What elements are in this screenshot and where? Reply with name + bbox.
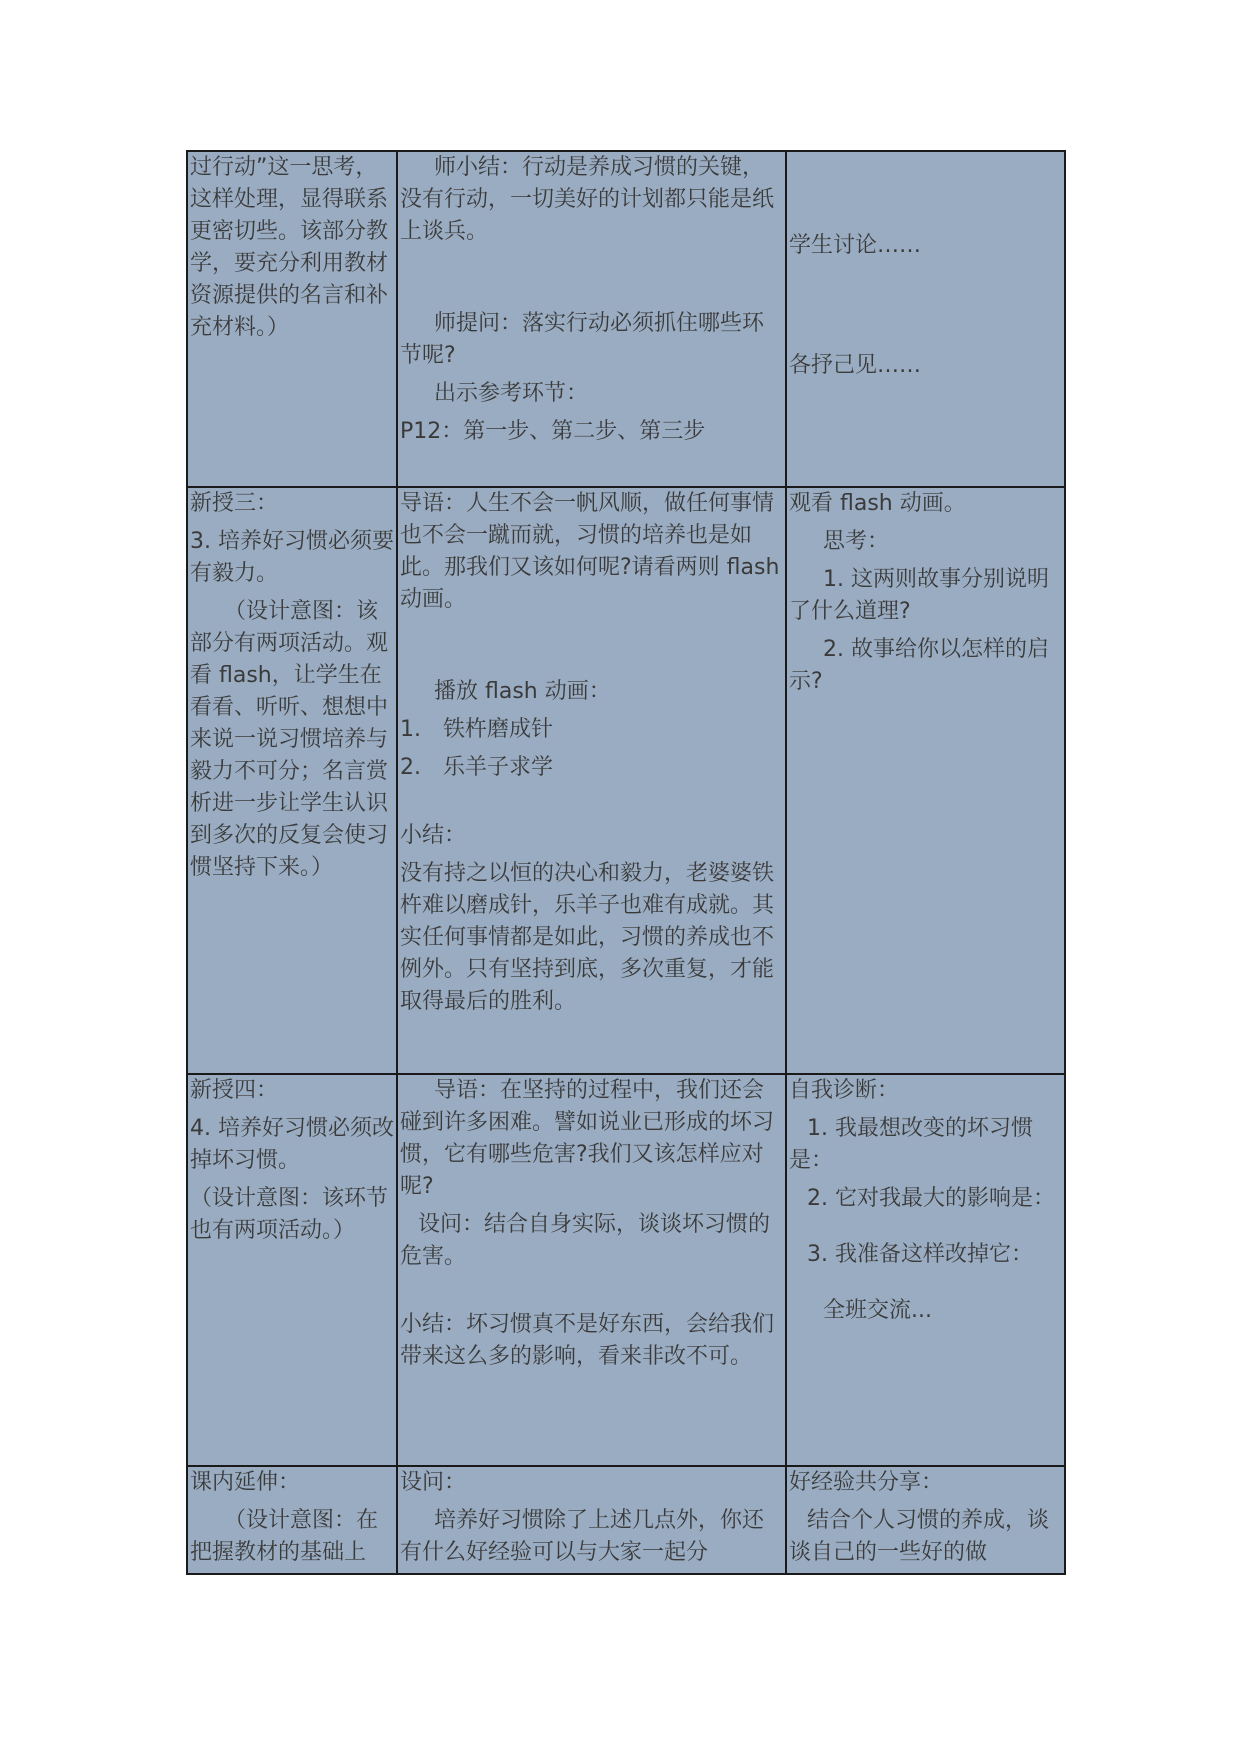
teacher-activity-cell [397,1074,786,1466]
summary-text: 没有持之以恒的决心和毅力，老婆婆铁杵难以磨成针，乐羊子也难有成就。其实任何事情都是如此，习惯的养成也不例外。只有坚持到底，多次重复，才能取得最后的胜利。 [400,861,775,1014]
table-row [187,151,1065,487]
teacher-activity-cell [397,1466,786,1574]
student-opinions: 各抒己见…… [789,353,922,378]
question-item: 2. 故事给你以怎样的启示? [789,637,1049,694]
play-animation-label: 播放 flash 动画： [434,679,611,704]
question-label: 设问： [400,1470,467,1495]
self-diagnosis-label: 自我诊断： [789,1078,900,1103]
diagnosis-item: 1. 我最想改变的坏习惯是： [789,1116,1033,1173]
design-intent-text: 过行动”这一思考，这样处理，显得联系更密切些。该部分教学，要充分利用教材资源提供的名言和补充材料。） [190,155,389,340]
design-notes-cell [187,1074,397,1466]
steps-text: P12：第一步、第二步、第三步 [400,419,706,444]
student-activity-cell [786,151,1065,487]
story-item: 1. 铁杵磨成针 [400,717,553,742]
think-label: 思考： [823,529,890,554]
watch-animation-text: 观看 flash 动画。 [789,491,966,516]
design-intent-text: （设计意图：该部分有两项活动。观看 flash，让学生在看看、听听、想想中来说一说习惯培养与毅力不可分；名言赏析进一步让学生认识到多次的反复会使习惯坚持下来。） [190,599,389,880]
teacher-summary: 师小结：行动是养成习惯的关键，没有行动，一切美好的计划都只能是纸上谈兵。 [400,155,775,244]
student-activity-cell [786,487,1065,1074]
class-exchange-text: 全班交流... [823,1298,932,1323]
teacher-activity-cell [397,487,786,1074]
diagnosis-item: 2. 它对我最大的影响是： [807,1186,1055,1211]
teacher-activity-cell [397,151,786,487]
student-activity-cell [786,1466,1065,1574]
student-discussion: 学生讨论…… [789,233,922,258]
lead-in-text: 导语：人生不会一帆风顺，做任何事情也不会一蹴而就，习惯的培养也是如此。那我们又该如何呢?请看两则 flash 动画。 [400,491,780,612]
lesson-plan-table [186,150,1066,1575]
design-intent-text: （设计意图：该环节也有两项活动。） [190,1186,389,1243]
teacher-question: 师提问：落实行动必须抓住哪些环节呢? [400,311,765,368]
design-intent-text: （设计意图：在把握教材的基础上 [190,1508,379,1565]
diagnosis-item: 3. 我准备这样改掉它： [807,1242,1033,1267]
section-topic: 4. 培养好习惯必须改掉坏习惯。 [190,1116,394,1173]
question-text: 设问：结合自身实际，谈谈坏习惯的危害。 [400,1212,771,1269]
design-notes-cell [187,151,397,487]
question-item: 1. 这两则故事分别说明了什么道理? [789,567,1049,624]
summary-text: 小结：坏习惯真不是好东西，会给我们带来这么多的影响，看来非改不可。 [400,1312,775,1369]
lead-in-text: 导语：在坚持的过程中，我们还会碰到许多困难。譬如说业已形成的坏习惯，它有哪些危害?我们又该怎样应对呢? [400,1078,775,1199]
section-heading: 新授三： [190,491,279,516]
table-row [187,1466,1065,1574]
section-heading: 新授四： [190,1078,279,1103]
section-topic: 3. 培养好习惯必须要有毅力。 [190,529,394,586]
table-row [187,487,1065,1074]
student-activity-cell [786,1074,1065,1466]
show-steps-label: 出示参考环节： [434,381,589,406]
section-heading: 课内延伸： [190,1470,301,1495]
design-notes-cell [187,1466,397,1574]
question-text: 培养好习惯除了上述几点外，你还有什么好经验可以与大家一起分 [400,1508,765,1565]
table-row [187,1074,1065,1466]
design-notes-cell [187,487,397,1074]
share-label: 好经验共分享： [789,1470,944,1495]
summary-label: 小结： [400,823,467,848]
share-text: 结合个人习惯的养成，谈谈自己的一些好的做 [789,1508,1050,1565]
story-item: 2. 乐羊子求学 [400,755,553,780]
